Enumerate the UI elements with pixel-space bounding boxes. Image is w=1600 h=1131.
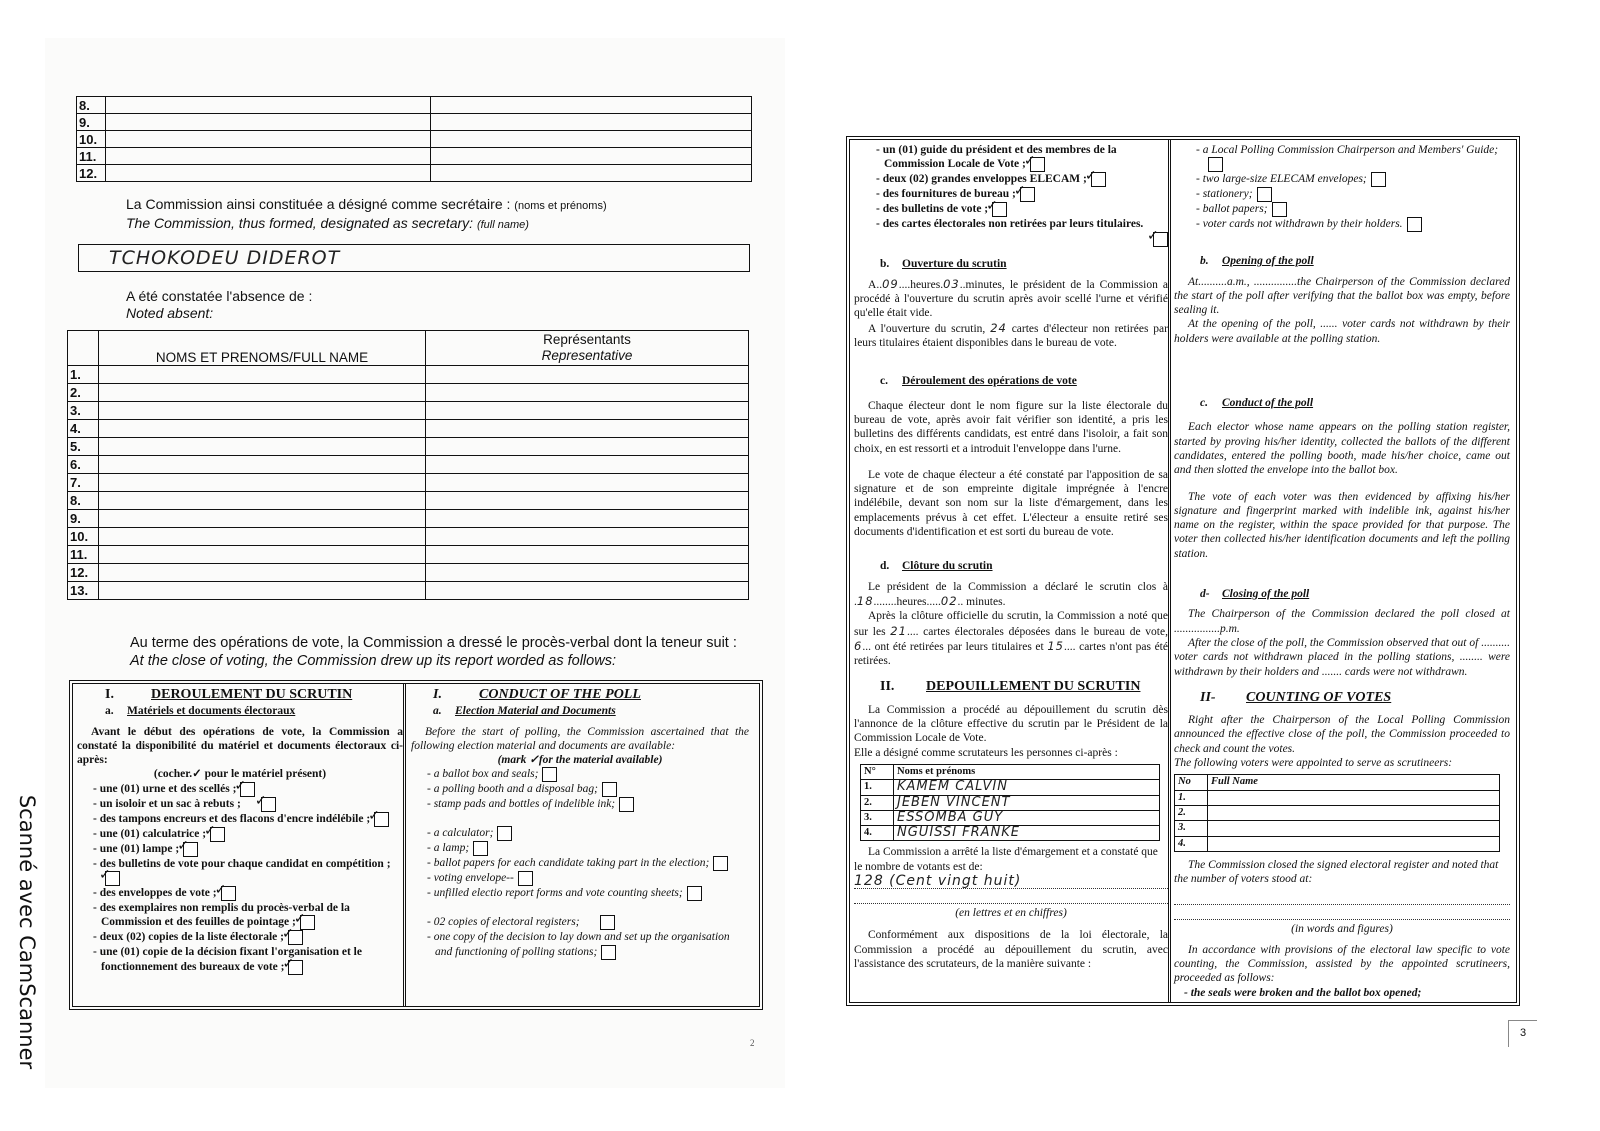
checklist-item: - une (01) calculatrice ;✓ xyxy=(87,827,403,842)
checkbox[interactable] xyxy=(518,871,533,886)
checklist-item: - voting envelope-- xyxy=(421,871,749,886)
checklist-item: - a polling booth and a disposal bag; xyxy=(421,782,749,797)
checklist-item: - une (01) urne et des scellés ;✓ xyxy=(87,782,403,797)
checkbox[interactable] xyxy=(300,915,315,930)
fr-material-checklist xyxy=(77,782,403,975)
checklist-item: - des bulletins de vote ;✓ xyxy=(870,202,1168,217)
section-title: I. DEROULEMENT DU SCRUTIN xyxy=(105,687,353,702)
closing-hours-field[interactable]: 18 xyxy=(856,593,874,608)
report-intro: Au terme des opérations de vote, la Commission a dressé le procès-verbal dont la teneur suit : At the close of voting, the Commission drew up its report worded as follows: xyxy=(130,635,737,669)
checkbox[interactable] xyxy=(473,841,488,856)
checklist-item: - a lamp; xyxy=(421,841,749,856)
opening-hours-field[interactable]: 09 xyxy=(882,276,899,291)
opening-cards-field[interactable]: 24 xyxy=(990,320,1007,335)
table-row: 3. ESSOMBA GUY xyxy=(861,810,1160,825)
cards-withdrawn-field[interactable]: 6 xyxy=(854,638,863,653)
checklist-item: - une (01) copie de la décision fixant l'organisation et le fonctionnement des bureaux de vote ;✓ xyxy=(87,945,403,974)
checklist-item: - one copy of the decision to lay down and set up the organisation and functioning of polling stations; xyxy=(427,931,730,958)
voters-count-field[interactable]: 128 (Cent vingt huit) xyxy=(854,874,1168,889)
section-title: II. DEPOUILLEMENT DU SCRUTIN xyxy=(880,679,1141,695)
checkbox[interactable] xyxy=(542,767,557,782)
subsection-title: a. Election Material and Documents xyxy=(433,705,616,718)
en-column: - a Local Polling Commission Chairperson and Members' Guide; - two large-size ELECAM envelopes; - stationery; - ballot papers; - voter cards not withdrawn by their holders. b. Opening of the poll At..........a.m., ...............the Chairperson of the Commission declared the start of the poll after verifying that the ballot box was empty, before sealing it. At the opening of the poll, ...... voter cards not withdrawn by their holders were available at the polling station. c. Conduct of the poll Each elector whose name appears on the polling station register, started by proving his/her identity, collected the ballots of the different candidates, entered the polling booth, made his/her choice, came out and then slotted the envelope into the ballot box. The vote of each voter was then evidenced by affixing his/her signature and fingerprint marked with indelible ink, against his/her name on the register, within the space provided for that purpose. The voter then collected his/her identification documents and left the polling station. d- Closing of the poll The Chairperson of the Commission declared the poll closed at ................p.m. After the close of the poll, the Commission observed that out of .......... voter cards not withdrawn placed in the polling stations, ........ were withdrawn by their holders and ....... cards were not withdrawn. II- COUNTING OF VOTES Right after the Chairperson of the Local Polling Commission announced the effective close of the poll, the Commission proceeded to check and count the votes. The following voters were appointed to serve as scrutineers: No Full Name 1. 2. 3. 4. The Commission closed the signed electoral register and noted that the number of voters stood at: (in words and figures) In accordance with provisions of the electoral law specific to vote counting, the Commission, assisted by the appointed scrutineers, proceeded as follows: - the seals were broken and the ballot box opened; xyxy=(1174,144,1510,999)
checklist-item: - des exemplaires non remplis du procès-verbal de la Commission et des feuilles de pointage ;✓ xyxy=(87,901,403,930)
fr-column: I. DEROULEMENT DU SCRUTIN a. Matériels et documents électoraux Avant le début des opérations de vote, la Commission a constaté la disponibilité du matériel et documents électoraux ci-après: (cocher.✓ pour le matériel présent) - une (01) urne et des scellés ;✓ - un isoloir et un sac à rebuts ;✓ - des tampons encreurs et des flacons d'encre indélébile ;✓ - une (01) calculatrice ;✓ - une (01) lampe ;✓ - des bulletins de vote pour chaque candidat en compétition ;✓ - des enveloppes de vote ;✓ - des exemplaires non remplis du procès-verbal de la Commission et des feuilles de pointage ;✓ - deux (02) copies de la liste électorale ;✓ - une (01) copie de la décision fixant l'organisation et le fonctionnement des bureaux de vote ;✓ xyxy=(77,684,406,1006)
table-row: 1. KAMEM CALVIN xyxy=(861,780,1160,795)
table-row: 5. xyxy=(68,438,749,456)
left-page xyxy=(45,38,785,1088)
table-row: 10. xyxy=(77,131,752,148)
checklist-item: - un isoloir et un sac à rebuts ;✓ xyxy=(87,797,403,812)
checkbox[interactable] xyxy=(619,797,634,812)
table-row: 4. xyxy=(1175,836,1500,851)
checklist-item: - deux (02) grandes enveloppes ELECAM ;✓ xyxy=(870,172,1168,187)
table-row: 10. xyxy=(68,528,749,546)
voters-count-field-line2[interactable] xyxy=(854,889,1168,904)
opening-cards-paragraph: A l'ouverture du scrutin, 24 cartes d'électeur non retirées par leurs titulaires étaient disponibles dans le bureau de vote. xyxy=(854,320,1168,350)
table-row: 6. xyxy=(68,456,749,474)
checkbox[interactable] xyxy=(240,782,255,797)
checkbox[interactable] xyxy=(1407,217,1422,232)
table-row: 11. xyxy=(68,546,749,564)
checkbox[interactable] xyxy=(1371,172,1386,187)
checkbox[interactable] xyxy=(261,797,276,812)
table-row: 1. xyxy=(1175,790,1500,805)
checklist-item: - ballot papers for each candidate taking part in the election; xyxy=(421,856,749,871)
page-number: 3 xyxy=(1508,1020,1537,1047)
table-row: 1. xyxy=(68,366,749,384)
checklist-item: - des enveloppes de vote ;✓ xyxy=(87,886,403,901)
checkbox[interactable] xyxy=(992,202,1007,217)
en-scrutineers-table xyxy=(1174,774,1500,851)
opening-paragraph: A..09....heures.03..minutes, le président de la Commission a procédé à l'ouverture du scrutin après avoir scellé l'urne et vérifié qu'elle était vide. xyxy=(854,276,1168,320)
checkbox[interactable] xyxy=(374,812,389,827)
absent-label: A été constatée l'absence de : Noted absent: xyxy=(126,288,313,321)
table-row: 4. NGUISSI FRANKE xyxy=(861,826,1160,841)
checkbox[interactable] xyxy=(1272,202,1287,217)
table-row: 2. JEBEN VINCENT xyxy=(861,795,1160,810)
fr-column: - un (01) guide du président et des membres de la Commission Locale de Vote ;✓ - deux (02) grandes enveloppes ELECAM ;✓ - des fournitures de bureau ;✓ - des bulletins de vote ;✓ - des cartes électorales non retirées par leurs titulaires. ✓ b. Ouverture du scrutin A..09....heures.03..minutes, le président de la Commission a procédé à l'ouverture du scrutin après avoir scellé l'urne et vérifié qu'elle était vide. A l'ouverture du scrutin, 24 cartes d'électeur non retirées par leurs titulaires étaient disponibles dans le bureau de vote. c. Déroulement des opérations de vote Chaque électeur dont le nom figure sur la liste électorale du bureau de vote, après avoir fait vérifier son identité, a pris les bulletins des différents candidats, est entré dans l'isoloir, a fait son choix, en est ressorti et a introduit l'enveloppe dans l'urne. Le vote de chaque électeur a été constaté par l'apposition de sa signature et de son empreinte digitale imprégnée à l'encre indélébile, devant son nom sur la liste d'émargement, dans les emplacements prévus à cet effet. L'électeur a ensuite retiré ses documents d'identification et est sorti du bureau de vote. d. Clôture du scrutin Le président de la Commission a déclaré le scrutin clos à .18........heures.....02.. minutes. Après la clôture officielle du scrutin, la Commission a noté que sur les 21.... cartes électorales déposées dans le bureau de vote, 6... ont été retirées par leurs titulaires et 15.... cartes n'ont pas été retirées. II. DEPOUILLEMENT DU SCRUTIN La Commission a procédé au dépouillement du scrutin dès l'annonce de la clôture effective du scrutin par le Président de la Commission Locale de Vote. Elle a désigné comme scrutateurs les personnes ci-après : N° Noms et prénoms 1. KAMEM CALVIN 2. JEBEN VINCENT 3. ESSOMBA GUY 4. NGUISSI FRANKE La Commission a arrêté la liste d'émargement et a constaté que le nombre de votants est de: 128 (Cent vingt huit) (en lettres et en chiffres) Conformément aux dispositions de la loi électorale, la Commission a procédé au dépouillement du scrutin, avec l'assistance des scrutateurs, de la manière suivante : xyxy=(854,140,1171,1002)
checklist-item: - ballot papers; xyxy=(1190,202,1510,217)
checkbox[interactable] xyxy=(210,827,225,842)
fr-material-checklist xyxy=(854,143,1168,247)
checklist-item: - des cartes électorales non retirées par leurs titulaires. ✓ xyxy=(870,217,1168,246)
table-row: 9. xyxy=(77,114,752,131)
section-title: II- COUNTING OF VOTES xyxy=(1200,689,1392,705)
checklist-item: - stamp pads and bottles of indelible ink; xyxy=(421,797,749,812)
checkbox[interactable] xyxy=(221,886,236,901)
table-row: 4. xyxy=(68,420,749,438)
table-row: 13. xyxy=(68,582,749,600)
voters-count-field[interactable] xyxy=(1174,890,1510,905)
conduct-section-frame xyxy=(846,136,1520,1006)
checkbox[interactable] xyxy=(1030,157,1045,172)
table-header: No Full Name xyxy=(1175,775,1500,790)
checkbox[interactable] xyxy=(105,871,120,886)
table-header: NOMS ET PRENOMS/FULL NAME Représentants Representative xyxy=(68,331,749,366)
checkbox[interactable] xyxy=(687,886,702,901)
table-row: 12. xyxy=(77,165,752,182)
page-number: 2 xyxy=(750,1038,755,1048)
checkbox[interactable] xyxy=(1257,187,1272,202)
checkbox[interactable] xyxy=(183,842,198,857)
right-page xyxy=(800,38,1570,1088)
checklist-item: - deux (02) copies de la liste électorale ;✓ xyxy=(87,930,403,945)
checklist-item: - a calculator; xyxy=(421,826,749,841)
checklist-item: - des tampons encreurs et des flacons d'encre indélébile ;✓ xyxy=(87,812,403,827)
subsection-title: c. Conduct of the poll xyxy=(1200,397,1314,410)
checklist-item: - des bulletins de vote pour chaque candidat en compétition ;✓ xyxy=(87,857,403,886)
checklist-item: - des fournitures de bureau ;✓ xyxy=(870,187,1168,202)
members-table-continued xyxy=(76,96,752,182)
subsection-title: d. Clôture du scrutin xyxy=(880,560,993,573)
checkbox[interactable] xyxy=(601,945,616,960)
secretary-field[interactable]: TCHOKODEU DIDEROT xyxy=(78,244,750,272)
subsection-title: b. Opening of the poll xyxy=(1200,255,1314,268)
subsection-title: a. Matériels et documents électoraux xyxy=(105,705,296,718)
checklist-item: - une (01) lampe ;✓ xyxy=(87,842,403,857)
checklist-item: - voter cards not withdrawn by their holders. xyxy=(1190,217,1510,232)
checkbox[interactable] xyxy=(602,782,617,797)
fr-scrutineers-table xyxy=(860,764,1160,841)
checklist-item: - un (01) guide du président et des membres de la Commission Locale de Vote ;✓ xyxy=(870,143,1168,172)
table-row: 3. xyxy=(68,402,749,420)
checkbox[interactable] xyxy=(1091,172,1106,187)
table-row: 7. xyxy=(68,474,749,492)
table-row: 2. xyxy=(1175,805,1500,820)
table-row: 8. xyxy=(68,492,749,510)
table-row: 8. xyxy=(77,97,752,114)
opening-minutes-field[interactable]: 03 xyxy=(943,276,960,291)
closing-minutes-field[interactable]: 02 xyxy=(940,593,958,608)
table-header: N° Noms et prénoms xyxy=(861,764,1160,779)
subsection-title: c. Déroulement des opérations de vote xyxy=(880,375,1077,388)
checklist-item: - 02 copies of electoral registers; xyxy=(421,915,749,930)
checkbox[interactable] xyxy=(1208,157,1223,172)
checkbox[interactable] xyxy=(713,856,728,871)
checklist-item: - unfilled electio report forms and vote counting sheets; xyxy=(421,886,749,901)
checklist-item: - a Local Polling Commission Chairperson and Members' Guide; xyxy=(1190,143,1510,172)
checklist-item: - two large-size ELECAM envelopes; xyxy=(1190,172,1510,187)
table-row: 11. xyxy=(77,148,752,165)
checkbox[interactable] xyxy=(1020,187,1035,202)
subsection-title: d- Closing of the poll xyxy=(1200,588,1310,601)
cards-deposited-field[interactable]: 21 xyxy=(890,623,907,638)
checklist-item: - stationery; xyxy=(1190,187,1510,202)
conduct-section-frame xyxy=(69,680,763,1010)
checkbox[interactable] xyxy=(1153,232,1168,247)
section-title: I. CONDUCT OF THE POLL xyxy=(433,687,641,702)
en-material-checklist xyxy=(411,767,749,959)
table-row: 2. xyxy=(68,384,749,402)
checkbox[interactable] xyxy=(288,960,303,975)
cards-not-withdrawn-field[interactable]: 15 xyxy=(1047,638,1064,653)
secretary-label: La Commission ainsi constituée a désigné comme secrétaire : (noms et prénoms) The Commission, thus formed, designated as secretary: (full name) xyxy=(126,196,607,231)
checkbox[interactable] xyxy=(497,826,512,841)
table-row: 9. xyxy=(68,510,749,528)
table-row: 3. xyxy=(1175,821,1500,836)
camscanner-watermark: Scanné avec CamScanner xyxy=(15,794,39,1070)
closing-paragraph: Le président de la Commission a déclaré le scrutin clos à .18........heures.....02.. minutes. xyxy=(854,580,1168,608)
checkbox[interactable] xyxy=(600,915,615,930)
voters-count-field-line2[interactable] xyxy=(1174,905,1510,920)
subsection-title: b. Ouverture du scrutin xyxy=(880,257,1007,270)
en-material-checklist xyxy=(1174,143,1510,232)
checkbox[interactable] xyxy=(288,930,303,945)
table-row: 12. xyxy=(68,564,749,582)
absent-table xyxy=(67,330,749,600)
checklist-item: - a ballot box and seals; xyxy=(421,767,749,782)
after-close-paragraph: Après la clôture officielle du scrutin, la Commission a noté que sur les 21.... cartes électorales déposées dans le bureau de vote, 6... ont été retirées par leurs titulaires et 15.... cartes n'ont pas été retirées. xyxy=(854,610,1168,668)
en-column: I. CONDUCT OF THE POLL a. Election Material and Documents Before the start of polling, the Commission ascertained that the following election material and documents are available: (mark ✓for the material available) - a ballot box and seals; - a polling booth and a disposal bag; - stamp pads and bottles of indelible ink; - a calculator; - a lamp; - ballot papers for each candidate taking part in the election; - voting envelope-- - unfilled electio report forms and vote counting sheets; - 02 copies of electoral registers; - one copy of the decision to lay down and set up the organisation and functioning of polling stations; xyxy=(411,687,749,958)
